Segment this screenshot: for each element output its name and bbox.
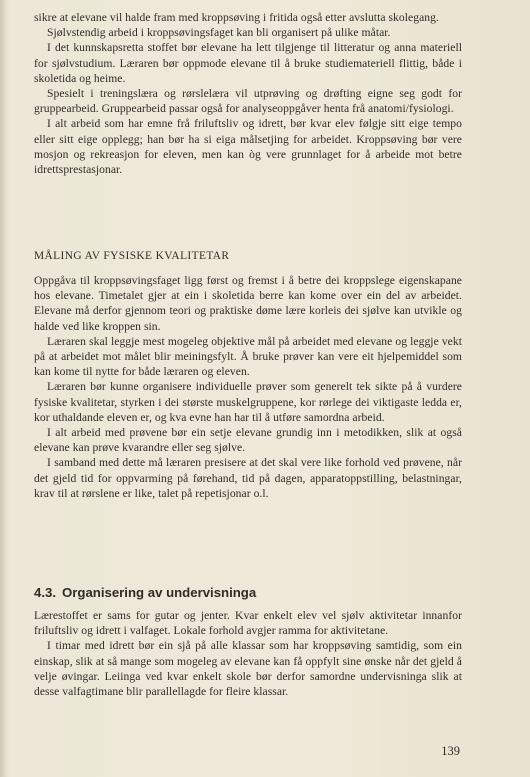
paragraph: I timar med idrett bør ein sjå på alle klassar som har kroppsøving samtidig, som ein einskap, slik at så mange som mogeleg av elevane kan få oppfylt sine ønske når det gjeld å velje øvingar. Leiinga ved kvar enkelt skole bør derfor samordne undervisninga slik at desse valfagtimane blir parallellagde for fleire klassar. [34,639,462,699]
section-heading-maling: MÅLING AV FYSISKE KVALITETAR [34,250,230,262]
page-number: 139 [441,744,460,758]
paragraph: Sjølvstendig arbeid i kroppsøvingsfaget kan bli organisert på ulike måtar. [47,26,391,40]
text-block-maling [34,273,462,501]
text-block-organisering [34,608,462,699]
paragraph: sikre at elevane vil halde fram med kroppsøving i fritida også etter avslutta skolegang. [34,11,439,24]
paragraph: I det kunnskapsretta stoffet bør elevane ha lett tilgjenge til litteratur og anna materiell for sjølvstudium. Læraren bør oppmode elevane til å bruke studiemateriell flittig, både i skoletida og heime. [34,41,462,85]
paragraph: Læraren skal leggje mest mogeleg objektive mål på arbeidet med elevane og leggje vekt på at arbeidet mot målet blir meiningsfylt. Å bruke prøver kan vere eit hjelpemiddel som kan kome til nytte for både læraren og eleven. [34,334,462,379]
paragraph: I samband med dette må læraren presisere at det skal vere like forhold ved prøvene, når det gjeld tid for oppvarming på førehand, tid på dagen, apparatoppstilling, belastningar, krav til at rørslene er like, talet på repetisjonar o.l. [34,456,462,500]
text-block-top [34,10,462,177]
section-heading-4-3 [34,585,464,600]
paragraph: I alt arbeid med prøvene bør ein setje elevane grundig inn i metodikken, slik at også elevane kan prøve kvarandre eller seg sjølve. [34,426,462,455]
paragraph: Lærestoffet er sams for gutar og jenter. Kvar enkelt elev vel sjølv aktivitetar innanfor friluftsliv og idrett i valfaget. Lokale forhold avgjer ramma for aktivitetane. [34,609,462,638]
paragraph: Oppgåva til kroppsøvingsfaget ligg først og fremst i å betre dei kroppslege eigenskapane hos elevane. Timetalet gjer at ein i skoletida berre kan kome over ein del av arbeidet. Elevane må derfor gjennom teori og praktiske døme lære korleis dei sjølve kan utvikle og halde ved like kroppen sin. [34,274,462,333]
section-title: Organisering av undervisninga [62,585,257,600]
paragraph: Spesielt i treningslæra og rørslelæra vil utprøving og drøfting eigne seg godt for gruppearbeid. Gruppearbeid passar også for analyseoppgåver henta frå anatomi/fysiologi. [34,87,462,116]
paragraph: I alt arbeid som har emne frå friluftsliv og idrett, bør kvar elev følgje sitt eige tempo eller sitt eige opplegg; han bør ha si eiga målsetjing for arbeidet. Kroppsøving bør vere mosjon og rekreasjon for eleven, men kan òg vere grunnlaget for å arbeide mot betre idrettsprestasjonar. [34,117,462,177]
section-number: 4.3. [34,585,56,600]
page-binding-shadow [0,0,6,777]
paragraph: Læraren bør kunne organisere individuelle prøver som generelt tek sikte på å vurdere fysiske kvalitetar, styrken i dei største muskelgruppene, kor rørlege dei viktigaste ledda er, kor uthaldande eleven er, og kva evne han har til å utføre samordna arbeid. [34,380,462,424]
